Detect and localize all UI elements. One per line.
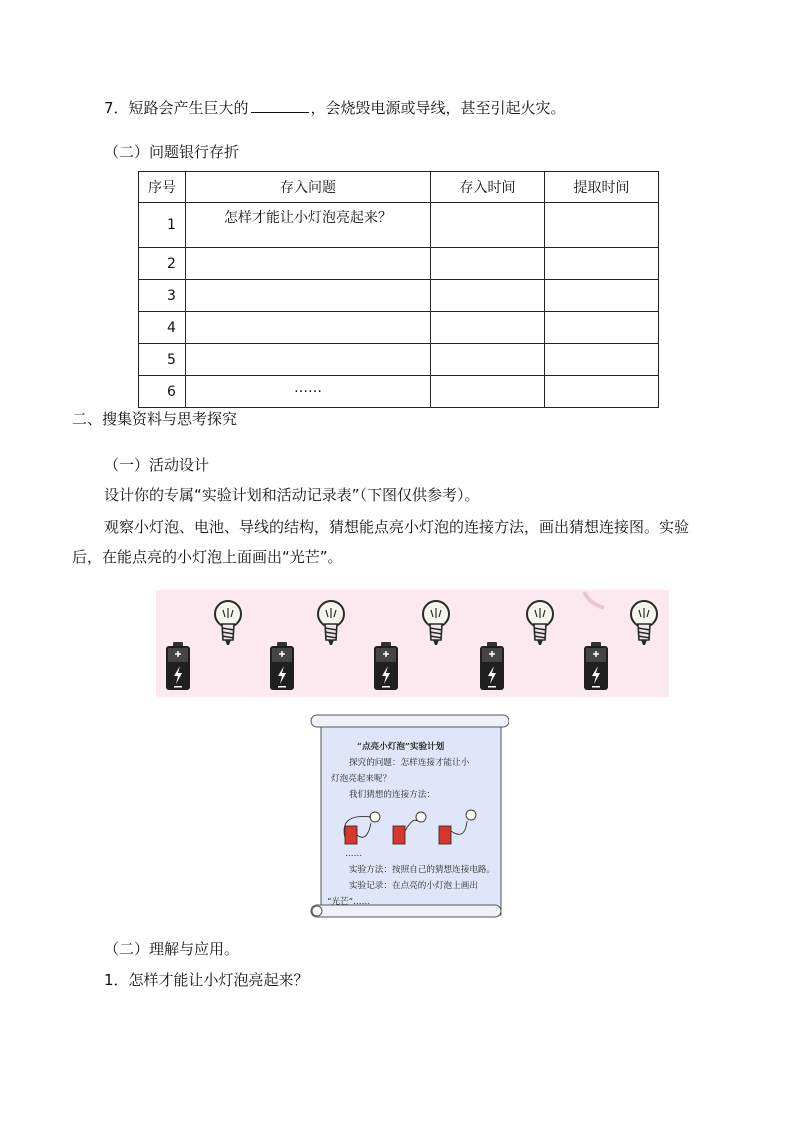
bulb-icon: [423, 601, 449, 645]
bank-heading: （二）问题银行存折: [104, 143, 240, 161]
table-row: [139, 248, 659, 280]
bulb-icon: [318, 601, 344, 645]
scroll-line-5: 实验记录：在点亮的小灯泡上画出: [349, 881, 478, 891]
activity-heading: （一）活动设计: [104, 456, 210, 474]
table-row: [139, 280, 659, 312]
row-number: 2: [139, 248, 186, 280]
question-7-suffix: ，会烧毁电源或导线，甚至引起火灾。: [310, 99, 566, 117]
battery-icon: [480, 642, 504, 690]
row-deposit-time[interactable]: [431, 376, 545, 408]
row-number: 5: [139, 344, 186, 376]
row-number: 3: [139, 280, 186, 312]
row-question[interactable]: [186, 312, 431, 344]
row-question[interactable]: 怎样才能让小灯泡亮起来？: [186, 203, 431, 248]
scroll-title: “点亮小灯泡”实验计划: [357, 742, 445, 752]
header-question: 存入问题: [186, 172, 431, 203]
row-withdraw-time[interactable]: [545, 280, 659, 312]
section-2-title: 二、搜集资料与思考探究: [72, 410, 238, 428]
battery-icon: [584, 642, 608, 690]
scroll-line-3: 我们猜想的连接方法：: [349, 790, 435, 800]
battery-icon: [374, 642, 398, 690]
header-withdraw-time: 提取时间: [545, 172, 659, 203]
row-withdraw-time[interactable]: [545, 312, 659, 344]
row-withdraw-time[interactable]: [545, 376, 659, 408]
bulb-icon: [631, 601, 657, 645]
row-deposit-time[interactable]: [431, 203, 545, 248]
scroll-line-4: 实验方法：按照自己的猜想连接电路。: [349, 865, 496, 875]
question-7-prefix: 7．短路会产生巨大的: [104, 99, 249, 117]
row-number: 6: [139, 376, 186, 408]
scroll-line-2: 灯泡亮起来呢？: [331, 774, 392, 784]
row-withdraw-time[interactable]: [545, 344, 659, 376]
table-row: [139, 312, 659, 344]
header-deposit-time: 存入时间: [431, 172, 545, 203]
battery-icon: [166, 642, 190, 690]
bulb-icon: [527, 601, 553, 645]
scroll-ellipsis: ……: [345, 849, 363, 859]
question-bank-table: [138, 171, 659, 408]
table-row: [139, 203, 659, 248]
table-row: [139, 376, 659, 408]
table-header-row: [139, 172, 659, 203]
question-7: [104, 98, 566, 118]
row-deposit-time[interactable]: [431, 312, 545, 344]
bulb-battery-strip: [156, 590, 669, 697]
answer-blank[interactable]: [251, 98, 309, 113]
scroll-line-1: 探究的问题：怎样连接才能让小: [349, 758, 470, 768]
row-withdraw-time[interactable]: [545, 203, 659, 248]
row-number: 1: [139, 203, 186, 248]
paragraph-observe-line1: 观察小灯泡、电池、导线的结构，猜想能点亮小灯泡的连接方法，画出猜想连接图。实验: [104, 518, 690, 536]
question-1: 1．怎样才能让小灯泡亮起来？: [104, 971, 309, 989]
row-question[interactable]: [186, 344, 431, 376]
row-withdraw-time[interactable]: [545, 248, 659, 280]
row-number: 4: [139, 312, 186, 344]
table-row: [139, 344, 659, 376]
row-question[interactable]: [186, 248, 431, 280]
paragraph-observe-line2: 后，在能点亮的小灯泡上面画出“光芒”。: [72, 548, 343, 566]
row-deposit-time[interactable]: [431, 344, 545, 376]
row-question[interactable]: [186, 280, 431, 312]
bulb-icon: [215, 601, 241, 645]
header-number: 序号: [139, 172, 186, 203]
row-deposit-time[interactable]: [431, 280, 545, 312]
paragraph-plan: 设计你的专属“实验计划和活动记录表”（下图仅供参考）。: [104, 486, 480, 504]
row-question[interactable]: ……: [186, 376, 431, 408]
scroll-line-6: “光芒”……: [327, 897, 371, 907]
row-deposit-time[interactable]: [431, 248, 545, 280]
apply-heading: （二）理解与应用。: [104, 940, 240, 958]
experiment-plan-scroll: [309, 713, 509, 919]
battery-icon: [270, 642, 294, 690]
